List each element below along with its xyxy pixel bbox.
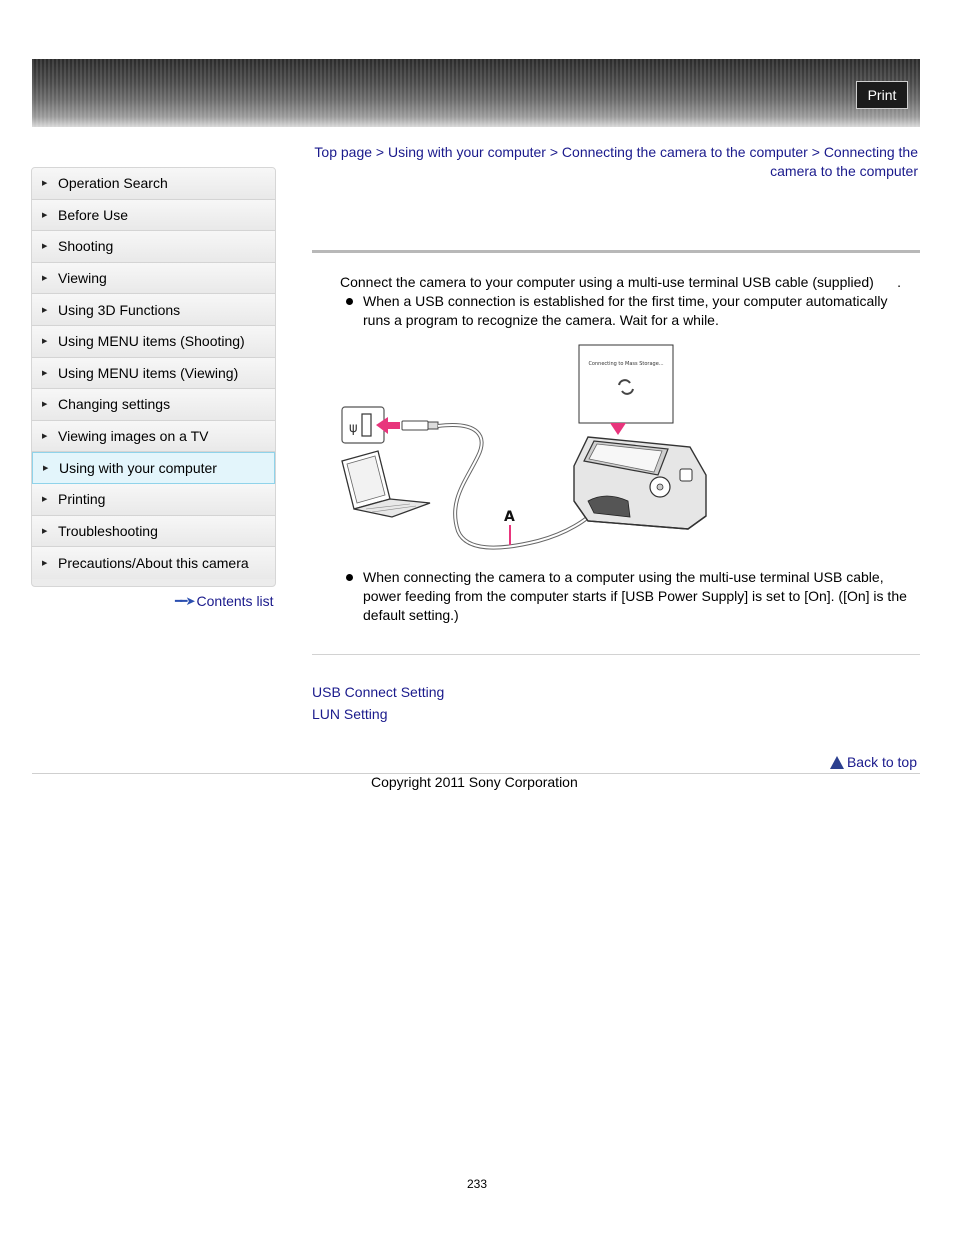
usb-symbol-icon: ψ: [349, 421, 358, 436]
sidebar-item-viewing[interactable]: [32, 263, 275, 295]
back-to-top-label[interactable]: Back to top: [846, 754, 917, 770]
contents-list-link[interactable]: [175, 593, 274, 609]
contents-list-label[interactable]: Contents list: [196, 593, 274, 609]
arrow-right-icon: ━━➤: [175, 594, 194, 608]
camera-icon: [574, 437, 706, 529]
triangle-right-icon: ▶: [42, 180, 48, 188]
breadcrumb-separator: >: [375, 144, 385, 160]
sidebar-item-menu-viewing[interactable]: [32, 358, 275, 390]
breadcrumb-separator: >: [811, 144, 820, 160]
sidebar-item-label: Using 3D Functions: [58, 301, 181, 318]
title-divider: [312, 250, 920, 253]
copyright-text: Copyright 2011 Sony Corporation: [371, 774, 578, 790]
breadcrumb-current-page[interactable]: Connecting the camera to the computer: [770, 144, 918, 179]
triangle-right-icon: ▶: [43, 465, 49, 473]
breadcrumb-using-with-computer[interactable]: Using with your computer: [388, 144, 546, 160]
sidebar-item-label: Troubleshooting: [58, 522, 158, 539]
bullet-text: When a USB connection is established for the first time, your computer automatically runs a program to recognize the camera. Wait for a while.: [363, 293, 888, 328]
section-divider: [312, 654, 920, 655]
bullet-power-supply: [363, 568, 915, 625]
related-link-usb-connect-setting[interactable]: USB Connect Setting: [312, 684, 445, 700]
sidebar-item-label: Using MENU items (Viewing): [58, 364, 239, 381]
triangle-up-icon: [830, 756, 844, 769]
sidebar-nav: [31, 167, 276, 587]
page-number: 233: [466, 1177, 488, 1191]
sidebar-item-changing-settings[interactable]: [32, 389, 275, 421]
sidebar-item-label: Using with your computer: [59, 460, 217, 477]
sidebar-item-operation-search[interactable]: [32, 168, 275, 200]
sidebar-item-label: Operation Search: [58, 175, 168, 192]
camera-screen-popup: [579, 345, 673, 423]
sidebar-item-label: Using MENU items (Shooting): [58, 333, 245, 350]
sidebar-item-label: Changing settings: [58, 396, 171, 413]
bullet-dot-icon: [346, 298, 353, 305]
bullet-first-connection: [363, 292, 903, 330]
triangle-right-icon: ▶: [42, 369, 48, 377]
breadcrumb-separator: >: [549, 144, 559, 160]
triangle-right-icon: ▶: [42, 433, 48, 441]
sidebar-item-viewing-tv[interactable]: [32, 421, 275, 453]
sidebar-item-label: Viewing: [58, 270, 107, 287]
sidebar-item-using-computer[interactable]: [32, 452, 275, 484]
back-to-top-link[interactable]: [830, 754, 917, 770]
bullet-text: When connecting the camera to a computer using the multi-use terminal USB cable, power feeding from the computer starts if [USB Power Supply] is set to [On]. ([On] is the default setting.): [363, 569, 907, 623]
sidebar-item-troubleshooting[interactable]: [32, 516, 275, 548]
triangle-right-icon: ▶: [42, 306, 48, 314]
intro-text: Connect the camera to your computer using a multi-use terminal USB cable (supplied) .: [340, 274, 902, 290]
laptop-icon: [342, 451, 430, 517]
breadcrumb-top-page[interactable]: Top page: [314, 144, 373, 160]
sidebar-item-label: Shooting: [58, 238, 114, 255]
triangle-right-icon: ▶: [42, 401, 48, 409]
screen-message: Connecting to Mass Storage...: [588, 361, 664, 367]
triangle-right-icon: ▶: [42, 496, 48, 504]
sidebar-item-label: Printing: [58, 491, 106, 508]
bullet-dot-icon: [346, 574, 353, 581]
sidebar-item-3d-functions[interactable]: [32, 294, 275, 326]
triangle-right-icon: ▶: [42, 527, 48, 535]
related-link-lun-setting[interactable]: LUN Setting: [312, 706, 388, 722]
usb-port: [362, 414, 371, 436]
sidebar-item-precautions[interactable]: [32, 547, 275, 579]
triangle-right-icon: ▶: [42, 211, 48, 219]
usb-connection-illustration: [338, 341, 710, 553]
triangle-right-icon: ▶: [42, 243, 48, 251]
triangle-right-icon: ▶: [42, 275, 48, 283]
cable-label-a: A: [504, 509, 515, 525]
sidebar-item-label: Before Use: [58, 206, 129, 223]
usb-plug: [402, 421, 428, 430]
triangle-right-icon: ▶: [42, 338, 48, 346]
print-button[interactable]: Print: [856, 81, 908, 109]
sidebar-item-label: Viewing images on a TV: [58, 428, 209, 445]
sidebar-item-shooting[interactable]: [32, 231, 275, 263]
pointer-arrow-icon: [610, 423, 626, 435]
breadcrumb: [312, 143, 918, 181]
sidebar-item-menu-shooting[interactable]: [32, 326, 275, 358]
sidebar-item-label: Precautions/About this camera: [58, 554, 249, 571]
header-banner: [32, 59, 920, 127]
sidebar-item-printing[interactable]: [32, 484, 275, 516]
breadcrumb-connecting-section[interactable]: Connecting the camera to the computer: [561, 144, 808, 160]
sidebar-item-before-use[interactable]: [32, 200, 275, 232]
triangle-right-icon: ▶: [42, 559, 48, 567]
